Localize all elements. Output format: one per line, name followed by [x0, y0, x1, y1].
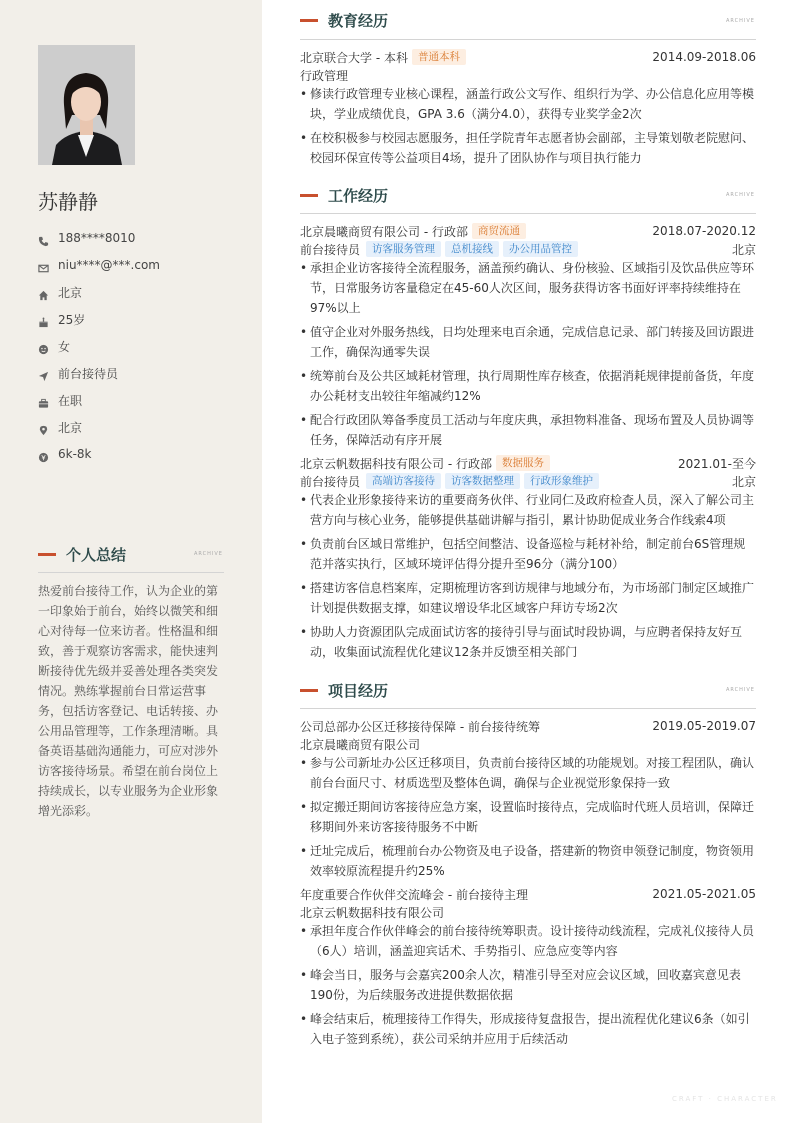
- education-major: 行政管理: [300, 68, 349, 83]
- list-item: • 统筹前台及公共区域耗材管理，执行周期性库存核查，依据消耗规律提前备货，年度办公耗材支出较往年缩减约12%: [300, 366, 756, 406]
- list-item: • 参与公司新址办公区迁移项目，负责前台接待区域的功能规划。对接工程团队，确认前台台面尺寸、材质选型及整体色调，确保与企业视觉形象保持一致: [300, 753, 756, 793]
- briefcase-icon: [38, 394, 50, 406]
- skill-tag: 访客数据整理: [445, 473, 520, 489]
- info-gender-text: 女: [58, 339, 71, 354]
- summary-header: [38, 544, 126, 565]
- list-item: • 值守企业对外服务热线，日均处理来电百余通，完成信息记录、部门转接及回访跟进工作，确保沟通零失误: [300, 322, 756, 362]
- summary-text: 热爱前台接待工作，认为企业的第一印象始于前台，始终以微笑和细心对待每一位来访者。性格温和细致，善于观察访客需求，能快速判断接待优先级并妥善处理各类突发情况。熟练掌握前台日常运营事务，包括访客登记、电话转接、办公用品管理等，工作条理清晰。具备英语基础沟通能力，可应对涉外访客接待场景。希望在前台岗位上持续成长，以专业服务为企业形象增光添彩。: [38, 584, 219, 818]
- info-email-text: niu****@***.com: [58, 258, 160, 272]
- project-dates: 2021.05-2021.05: [652, 887, 756, 901]
- summary-title: 个人总结: [66, 546, 127, 564]
- education-divider: [300, 39, 756, 40]
- education-dates: 2014.09-2018.06: [652, 50, 756, 64]
- skill-tag: 办公用品管控: [503, 241, 578, 257]
- send-icon: [38, 367, 50, 379]
- bullet-text: 承担企业访客接待全流程服务，涵盖预约确认、身份核验、区域指引及饮品供应等环节，日常服务访客量稳定在45-60人次区间，服务获得访客书面好评率持续维持在97%以上: [310, 261, 755, 315]
- bullet-text: 统筹前台及公共区域耗材管理，执行周期性库存核查，依据消耗规律提前备货，年度办公耗材支出较往年缩减约12%: [310, 369, 755, 403]
- summary-archive-label: ARCHIVE: [194, 551, 223, 557]
- info-age: [38, 310, 85, 328]
- salary-icon: [38, 448, 50, 460]
- work-header: [300, 185, 388, 206]
- bullet-text: 承担年度合作伙伴峰会的前台接待统筹职责。设计接待动线流程，完成礼仪接待人员（6人）培训，涵盖迎宾话术、手势指引、应急应变等内容: [310, 924, 755, 958]
- bullet-text: 协助人力资源团队完成面试访客的接待引导与面试时段协调，与应聘者保持友好互动，收集面试流程优化建议12条并反馈至相关部门: [310, 625, 743, 659]
- skill-tag: 访客服务管理: [366, 241, 441, 257]
- location-icon: [38, 421, 50, 433]
- school-name: 北京联合大学 - 本科: [300, 50, 408, 65]
- list-item: • 承担年度合作伙伴峰会的前台接待统筹职责。设计接待动线流程，完成礼仪接待人员（6人）培训，涵盖迎宾话术、手势指引、应急应变等内容: [300, 921, 756, 961]
- work-title: 工作经历: [328, 187, 389, 205]
- accent-bar: [300, 194, 318, 197]
- industry-tag: 商贸流通: [472, 223, 526, 239]
- face-icon: [38, 340, 50, 352]
- education-archive-label: ARCHIVE: [726, 18, 755, 24]
- accent-bar: [300, 689, 318, 692]
- bullet-text: 值守企业对外服务热线，日均处理来电百余通，完成信息记录、部门转接及回访跟进工作，确保沟通零失误: [310, 325, 755, 359]
- info-age-text: 25岁: [58, 312, 86, 327]
- info-email: [38, 256, 160, 274]
- company-name: 北京云帆数据科技有限公司 - 行政部: [300, 456, 492, 471]
- project-org: 北京晨曦商贸有限公司: [300, 737, 421, 752]
- bullet-text: 峰会结束后，梳理接待工作得失，形成接待复盘报告，提出流程优化建议6条（如引入电子签到系统），获公司采纳并应用于后续活动: [310, 1012, 750, 1046]
- project-header: [300, 885, 756, 903]
- job-city: 北京: [731, 474, 756, 489]
- mail-icon: [38, 259, 50, 271]
- school-tag: 普通本科: [412, 49, 466, 65]
- profile-photo: [38, 45, 135, 165]
- list-item: • 代表企业形象接待来访的重要商务伙伴、行业同仁及政府检查人员，深入了解公司主营方向与核心业务，能够提供基础讲解与指引，累计协助促成业务合作线索4项: [300, 490, 756, 530]
- list-item: • 负责前台区域日常维护，包括空间整洁、设备巡检与耗材补给，制定前台6S管理规范并落实执行，区域环境评估得分提升至96分（满分100）: [300, 534, 756, 574]
- info-position-text: 前台接待员: [58, 366, 119, 381]
- job-dates: 2018.07-2020.12: [652, 224, 756, 238]
- education-header: [300, 10, 388, 31]
- info-status: [38, 391, 82, 409]
- project-org: 北京云帆数据科技有限公司: [300, 905, 445, 920]
- info-position: [38, 364, 118, 382]
- list-item: • 搭建访客信息档案库，定期梳理访客到访规律与地域分布，为市场部门制定区域推广计划提供数据支撑，如建议增设华北区域客户拜访专场2次: [300, 578, 756, 618]
- education-title: 教育经历: [328, 12, 389, 30]
- education-entry: [300, 48, 756, 66]
- projects-header: [300, 680, 388, 701]
- bullet-text: 拟定搬迁期间访客接待应急方案，设置临时接待点，完成临时代班人员培训，保障迁移期间外来访客接待服务不中断: [310, 800, 755, 834]
- info-salary-text: 6k-8k: [58, 447, 92, 461]
- info-home-text: 北京: [58, 285, 83, 300]
- work-divider: [300, 213, 756, 214]
- company-name: 北京晨曦商贸有限公司 - 行政部: [300, 224, 468, 239]
- info-location: [38, 418, 82, 436]
- watermark: CRAFT · CHARACTER: [672, 1095, 778, 1103]
- list-item: • 拟定搬迁期间访客接待应急方案，设置临时接待点，完成临时代班人员培训，保障迁移期间外来访客接待服务不中断: [300, 797, 756, 837]
- profile-name: 苏静静: [38, 190, 98, 214]
- project-name: 公司总部办公区迁移接待保障 - 前台接待统筹: [300, 719, 540, 734]
- skill-tag: 高端访客接待: [366, 473, 441, 489]
- list-item: • 配合行政团队筹备季度员工活动与年度庆典，承担物料准备、现场布置及人员协调等任务，保障活动有序开展: [300, 410, 756, 450]
- job-city: 北京: [731, 242, 756, 257]
- list-item: • 峰会结束后，梳理接待工作得失，形成接待复盘报告，提出流程优化建议6条（如引入电子签到系统），获公司采纳并应用于后续活动: [300, 1009, 756, 1049]
- info-phone: [38, 229, 135, 247]
- info-location-text: 北京: [58, 420, 83, 435]
- project-header: [300, 717, 756, 735]
- info-status-text: 在职: [58, 393, 83, 408]
- info-phone-text: 188****8010: [58, 231, 136, 245]
- bullet-text: 参与公司新址办公区迁移项目，负责前台接待区域的功能规划。对接工程团队，确认前台台面尺寸、材质选型及整体色调，确保与企业视觉形象保持一致: [310, 756, 755, 790]
- accent-bar: [38, 553, 56, 556]
- list-item: • 承担企业访客接待全流程服务，涵盖预约确认、身份核验、区域指引及饮品供应等环节，日常服务访客量稳定在45-60人次区间，服务获得访客书面好评率持续维持在97%以上: [300, 258, 756, 318]
- home-icon: [38, 286, 50, 298]
- info-gender: [38, 337, 70, 355]
- job-dates: 2021.01-至今: [678, 456, 756, 471]
- list-item: • 修读行政管理专业核心课程，涵盖行政公文写作、组织行为学、办公信息化应用等模块，学业成绩优良，GPA 3.6（满分4.0），获得专业奖学金2次: [300, 84, 756, 124]
- job-header: [300, 222, 756, 240]
- bullet-text: 迁址完成后，梳理前台办公物资及电子设备，搭建新的物资申领登记制度，物资领用效率较原流程提升约25%: [310, 844, 755, 878]
- job-position: 前台接待员: [300, 474, 361, 489]
- list-item: • 协助人力资源团队完成面试访客的接待引导与面试时段协调，与应聘者保持友好互动，收集面试流程优化建议12条并反馈至相关部门: [300, 622, 756, 662]
- phone-icon: [38, 232, 50, 244]
- job-role-row: [300, 472, 756, 490]
- bullet-text: 搭建访客信息档案库，定期梳理访客到访规律与地域分布，为市场部门制定区域推广计划提供数据支撑，如建议增设华北区域客户拜访专场2次: [310, 581, 755, 615]
- job-position: 前台接待员: [300, 242, 361, 257]
- education-major-row: [300, 66, 756, 84]
- skill-tag: 行政形象维护: [524, 473, 599, 489]
- job-header: [300, 454, 756, 472]
- list-item: • 迁址完成后，梳理前台办公物资及电子设备，搭建新的物资申领登记制度，物资领用效率较原流程提升约25%: [300, 841, 756, 881]
- project-org-row: [300, 903, 756, 921]
- info-salary: [38, 445, 92, 463]
- list-item: • 峰会当日，服务与会嘉宾200余人次，精准引导至对应会议区域，回收嘉宾意见表190份，为后续服务改进提供数据依据: [300, 965, 756, 1005]
- bullet-text: 负责前台区域日常维护，包括空间整洁、设备巡检与耗材补给，制定前台6S管理规范并落实执行，区域环境评估得分提升至96分（满分100）: [310, 537, 746, 571]
- bullet-text: 在校积极参与校园志愿服务，担任学院青年志愿者协会副部，主导策划敬老院慰问、校园环保宣传等公益项目4场，提升了团队协作与项目执行能力: [310, 131, 755, 165]
- job-role-row: [300, 240, 756, 258]
- project-org-row: [300, 735, 756, 753]
- projects-title: 项目经历: [328, 682, 389, 700]
- projects-divider: [300, 708, 756, 709]
- list-item: • 在校积极参与校园志愿服务，担任学院青年志愿者协会副部，主导策划敬老院慰问、校园环保宣传等公益项目4场，提升了团队协作与项目执行能力: [300, 128, 756, 168]
- skill-tag: 总机接线: [445, 241, 499, 257]
- projects-archive-label: ARCHIVE: [726, 687, 755, 693]
- industry-tag: 数据服务: [496, 455, 550, 471]
- accent-bar: [300, 19, 318, 22]
- bullet-text: 代表企业形象接待来访的重要商务伙伴、行业同仁及政府检查人员，深入了解公司主营方向与核心业务，能够提供基础讲解与指引，累计协助促成业务合作线索4项: [310, 493, 755, 527]
- work-archive-label: ARCHIVE: [726, 192, 755, 198]
- info-home: [38, 283, 82, 301]
- bullet-text: 修读行政管理专业核心课程，涵盖行政公文写作、组织行为学、办公信息化应用等模块，学业成绩优良，GPA 3.6（满分4.0），获得专业奖学金2次: [310, 87, 755, 121]
- bullet-text: 配合行政团队筹备季度员工活动与年度庆典，承担物料准备、现场布置及人员协调等任务，保障活动有序开展: [310, 413, 755, 447]
- summary-divider: [38, 572, 224, 573]
- project-dates: 2019.05-2019.07: [652, 719, 756, 733]
- cake-icon: [38, 313, 50, 325]
- bullet-text: 峰会当日，服务与会嘉宾200余人次，精准引导至对应会议区域，回收嘉宾意见表190份，为后续服务改进提供数据依据: [310, 968, 741, 1002]
- project-name: 年度重要合作伙伴交流峰会 - 前台接待主理: [300, 887, 528, 902]
